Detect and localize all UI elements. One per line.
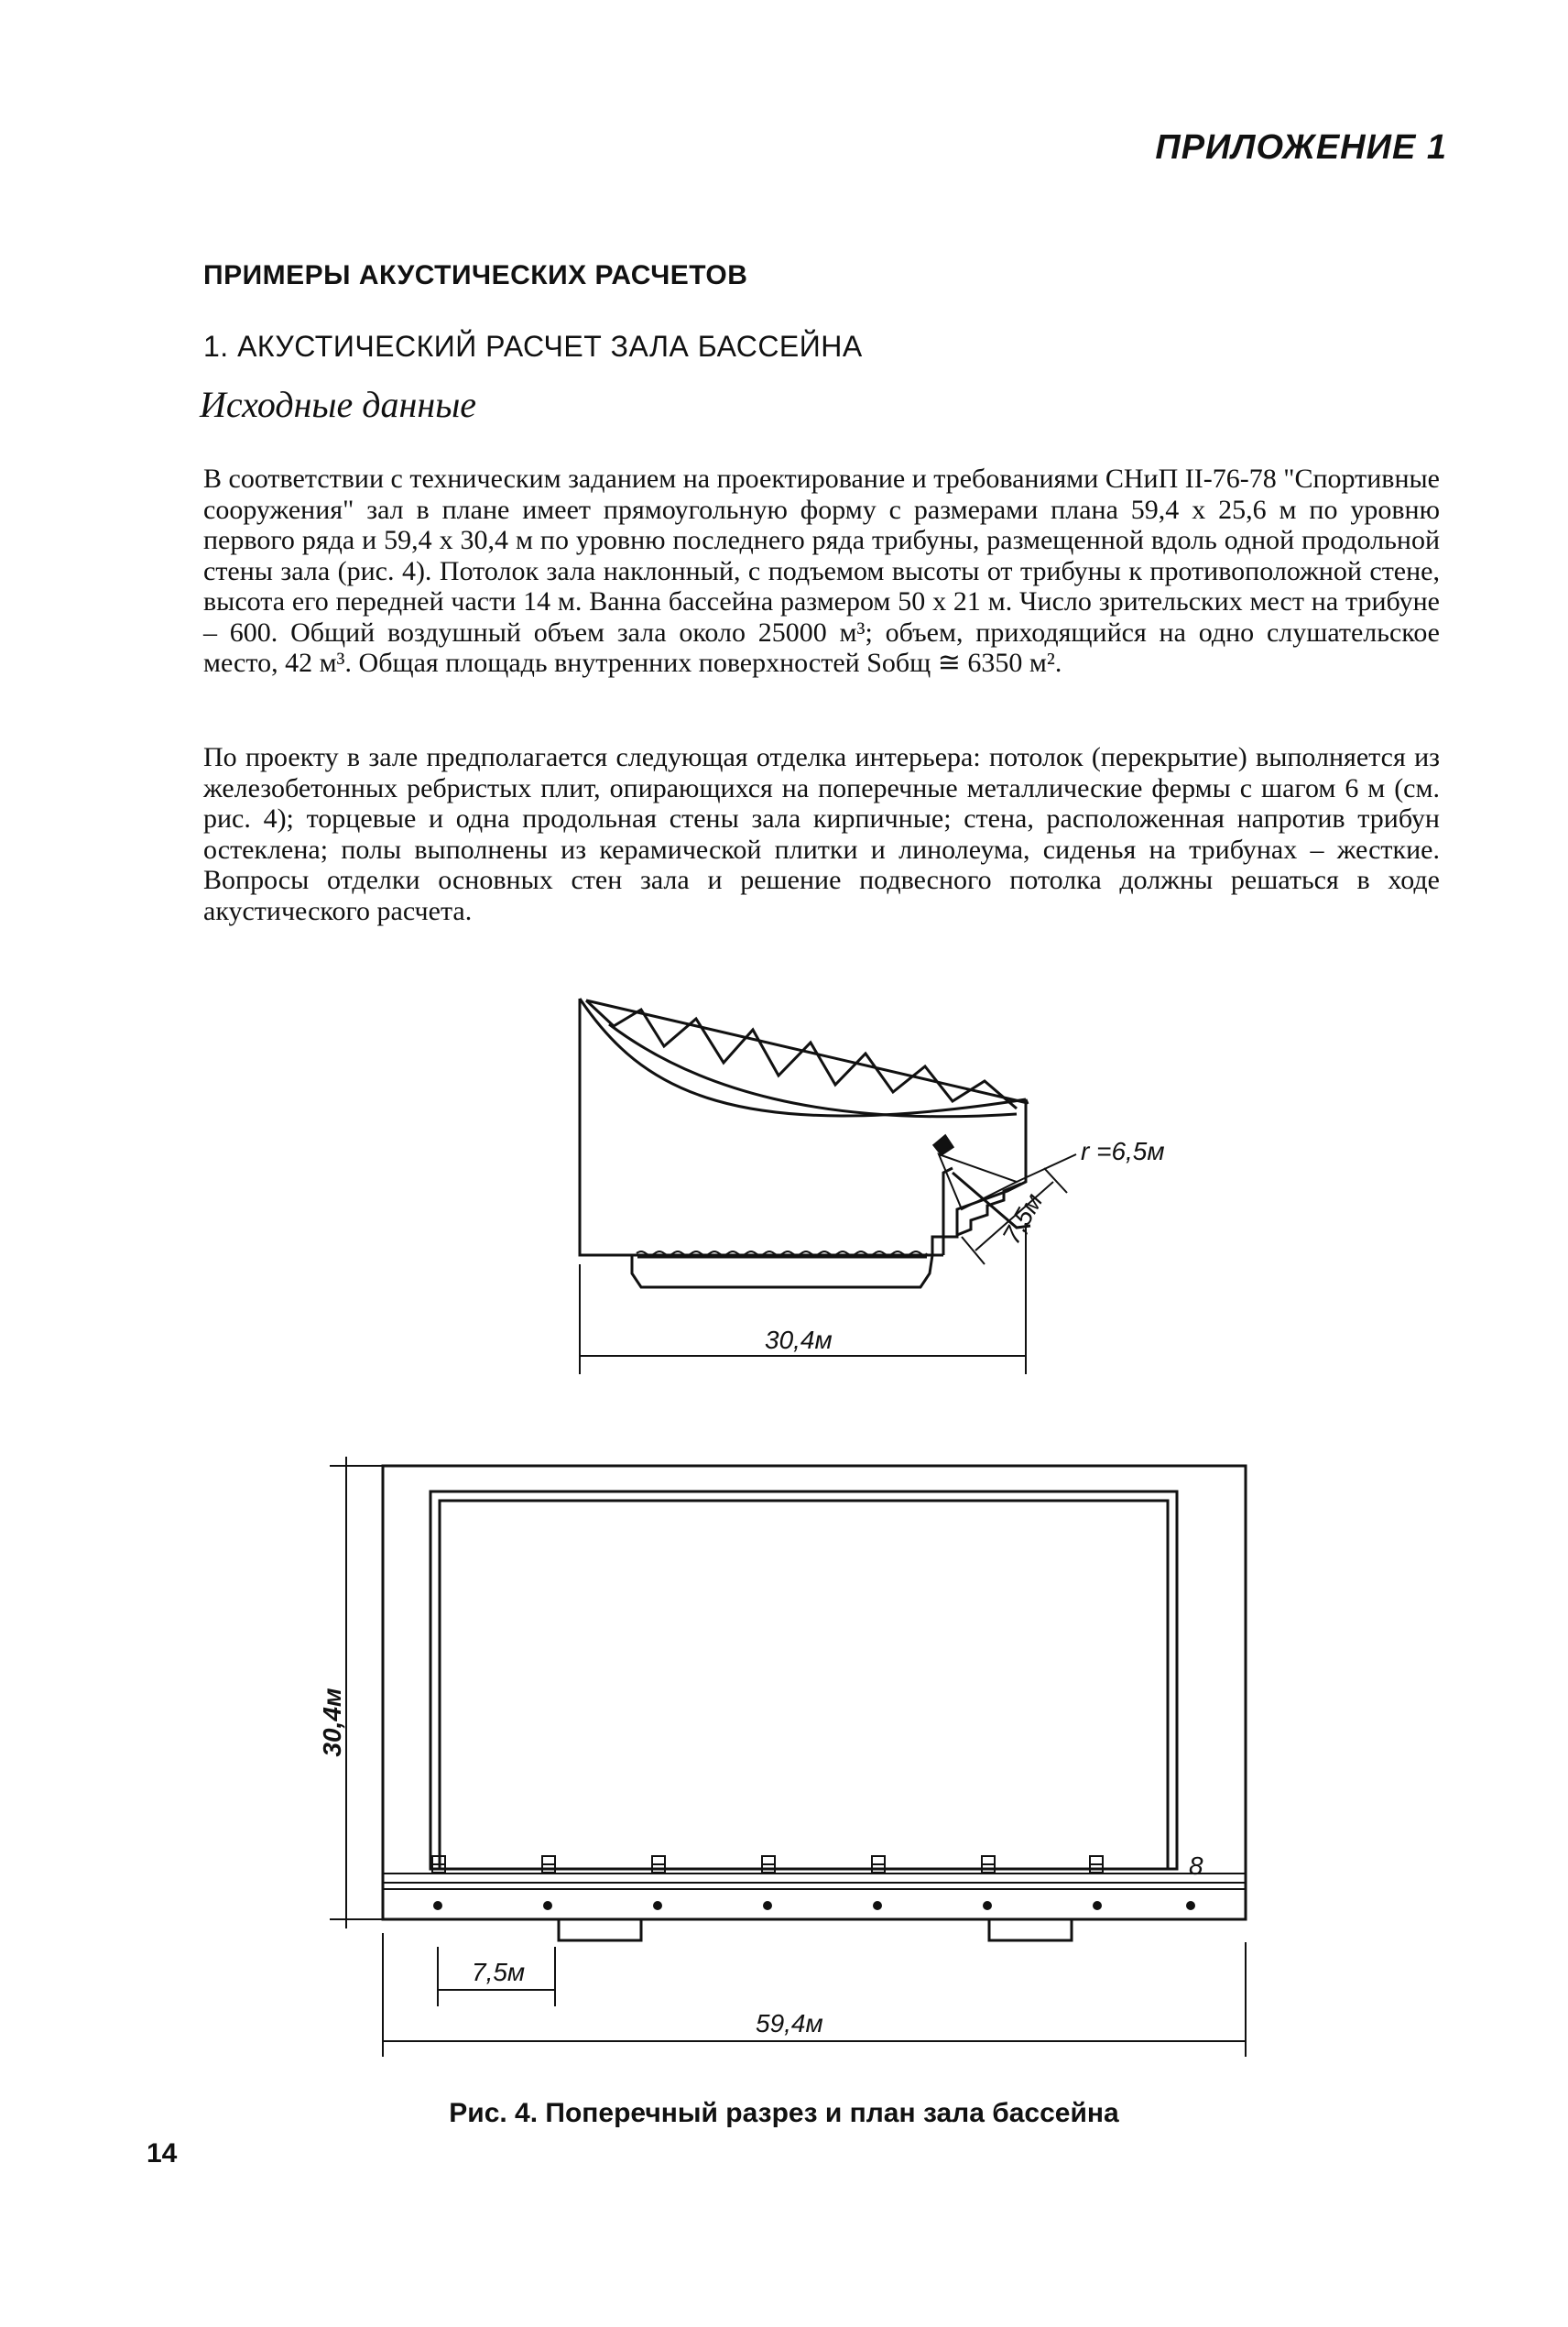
section-width-label: 30,4м xyxy=(765,1326,833,1354)
column-dot xyxy=(874,1902,881,1909)
plan-marker-label: 8 xyxy=(1189,1852,1203,1880)
column-dot xyxy=(654,1902,661,1909)
radius-label: r =6,5м xyxy=(1081,1137,1165,1165)
column-dot xyxy=(1187,1902,1194,1909)
column-dot xyxy=(434,1902,441,1909)
plan-height-label: 30,4м xyxy=(318,1688,346,1757)
paragraph-initial-data: В соответствии с техническим заданием на проектирование и требованиями СНиП II-76-78 "Спортивные сооружения" зал в плане имеет прямоугольную форму с размерами плана 59,4 х 25,6 м по уровню первого ряда и 59,4 х 30,4 м по уровню последнего ряда трибуны, размещенной вдоль одной продольной стены зала (рис. 4). Потолок зала наклонный, с подъемом высоты от трибуны к противоположной стене, высота его передней части 14 м. Ванна бассейна размером 50 х 21 м. Число зрительских мест на трибуне – 600. Общий воздушный объем зала около 25000 м³; объем, приходящийся на одно слушательское место, 42 м³. Общая площадь внутренних поверхностей Sобщ ≅ 6350 м². xyxy=(203,464,1440,678)
column-dot xyxy=(764,1902,771,1909)
subheading: Исходные данные xyxy=(200,384,477,425)
figure-caption: Рис. 4. Поперечный разрез и план зала бассейна xyxy=(449,2098,1119,2128)
figure-4 xyxy=(0,989,1568,2089)
column-dot xyxy=(1094,1902,1101,1909)
subsection-title: 1. АКУСТИЧЕСКИЙ РАСЧЕТ ЗАЛА БАССЕЙНА xyxy=(203,330,863,363)
plan-bay-label: 7,5м xyxy=(472,1958,526,1986)
column-dot xyxy=(984,1902,991,1909)
column-dot xyxy=(544,1902,551,1909)
page-number: 14 xyxy=(147,2138,178,2169)
section-title: ПРИМЕРЫ АКУСТИЧЕСКИХ РАСЧЕТОВ xyxy=(203,260,748,290)
paragraph-interior-finish: По проекту в зале предполагается следующая отделка интерьера: потолок (перекрытие) выполняется из железобетонных ребристых плит, опирающихся на поперечные металлические фермы с шагом 6 м (см. рис. 4); торцевые и одна продольная стены зала кирпичные; стена, расположенная напротив трибун остеклена; полы выполнены из керамической плитки и линолеума, сиденья на трибунах – жесткие. Вопросы отделки основных стен зала и решение подвесного потолка должны решаться в ходе акустического расчета. xyxy=(203,742,1440,926)
cross-section-drawing xyxy=(580,999,1076,1374)
appendix-label: ПРИЛОЖЕНИЕ 1 xyxy=(1155,128,1447,167)
slant-label: 7,5м xyxy=(996,1188,1049,1249)
plan-drawing xyxy=(330,1457,1246,2057)
plan-length-label: 59,4м xyxy=(756,2009,823,2037)
